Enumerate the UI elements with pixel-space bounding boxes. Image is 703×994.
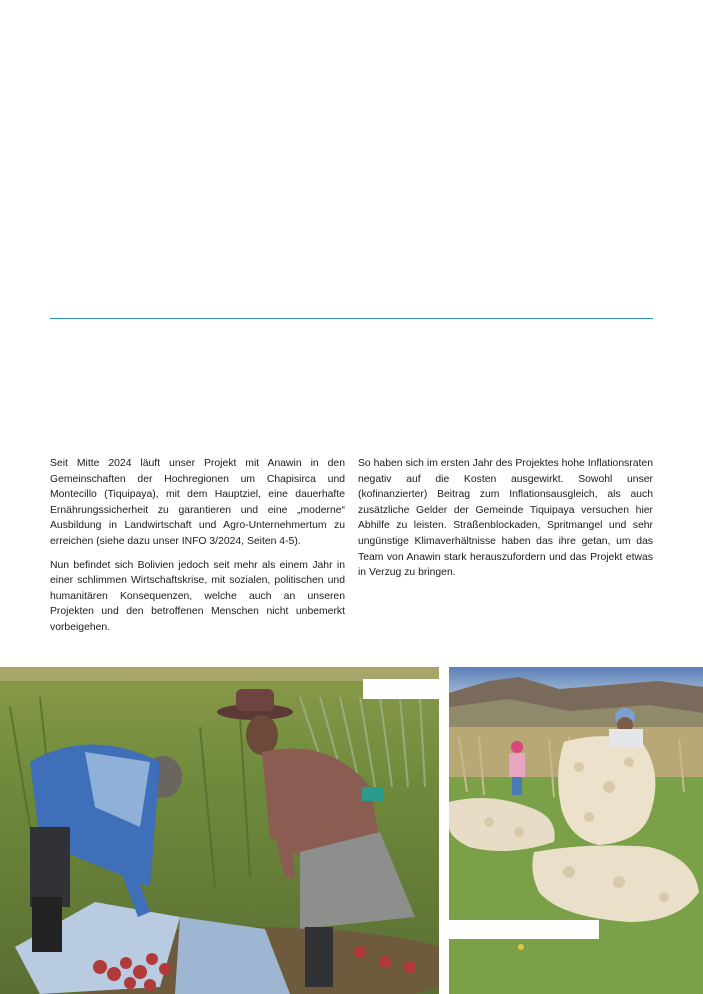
photo-onion-harvest: [0, 667, 439, 994]
caption-placeholder: [449, 920, 599, 939]
paragraph: Nun befindet sich Bolivien jedoch seit mehr als einem Jahr in einer schlimmen Wirtschaftskrise, mit sozialen, politischen und humanitären Konsequenzen, welche auch an unseren Projekten und den betroffenen Menschen nicht unbemerkt vorbeigehen.: [50, 559, 345, 633]
caption-placeholder: [363, 679, 439, 699]
paragraph: Seit Mitte 2024 läuft unser Projekt mit Anawin in den Gemeinschaften der Hochregionen um Chapisirca und Montecillo (Tiquipaya), mit dem Hauptziel, eine dauerhafte Ernährungssicherheit zu garantieren und eine „moderne“ Ausbildung in Landwirtschaft und Agro-Unternehmertum zu erreichen (siehe dazu unser INFO 3/2024, Seiten 4-5).: [50, 458, 345, 547]
text-column-right: [358, 456, 653, 589]
photo-wool-drying-illustration: [449, 667, 703, 994]
text-column-left: [50, 456, 345, 644]
photo-wool-drying: [449, 667, 703, 994]
photo-onion-harvest-illustration: [0, 667, 439, 994]
paragraph: So haben sich im ersten Jahr des Projektes hohe Inflationsraten negativ auf die Kosten ausgewirkt. Sowohl unser (kofinanzierter) Beitrag zum Inflationsausgleich, als auch zusätzliche Gelder der Gemeinde Tiquipaya versuchen hier Abhilfe zu leisten. Straßenblockaden, Spritmangel und sehr ungünstige Klimaverhältnisse haben das ihre getan, um das Team von Anawin stark herauszufordern und das Projekt etwas in Verzug zu bringen.: [358, 458, 653, 579]
section-divider: [50, 318, 653, 319]
